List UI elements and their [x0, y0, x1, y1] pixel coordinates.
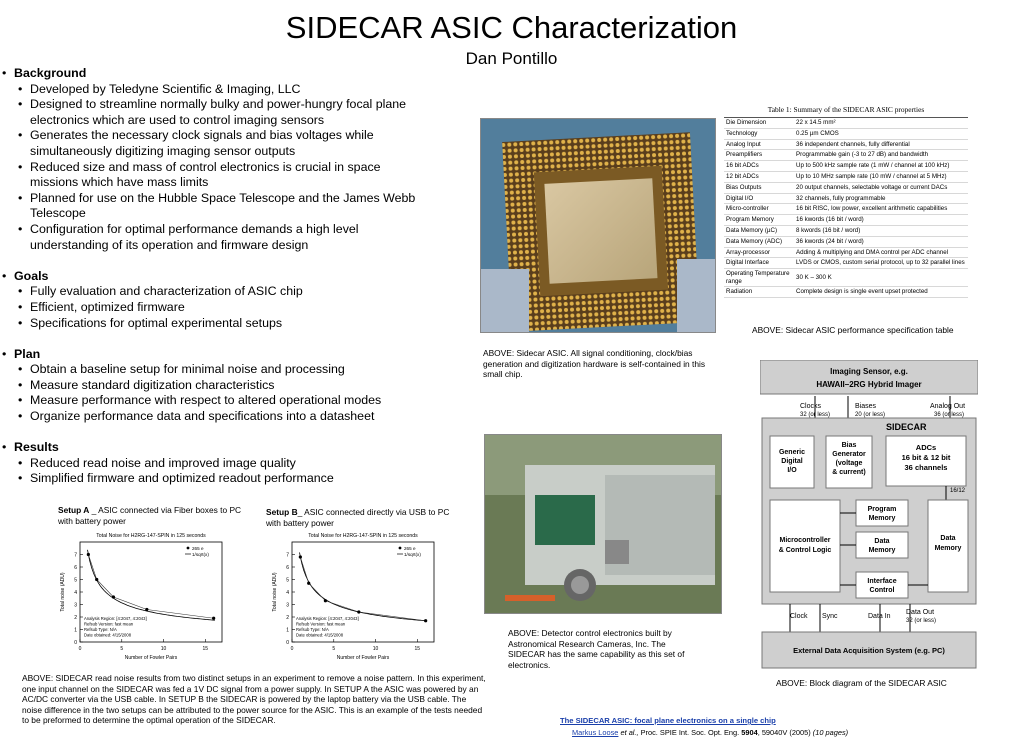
data-point — [87, 553, 90, 556]
spec-property: Radiation — [724, 287, 794, 298]
bias-gen-1: Generator — [832, 451, 866, 458]
spec-table-caption: Table 1: Summary of the SIDECAR ASIC properties — [767, 105, 925, 114]
bullet-item: • Organize performance data and specifications into a datasheet — [2, 409, 432, 425]
spec-value: 36 kwords (24 bit / word) — [794, 236, 968, 247]
y-tick-label: 6 — [74, 565, 77, 571]
legend-marker-points — [399, 547, 402, 550]
measured-line — [300, 557, 425, 621]
micro-1: & Control Logic — [778, 547, 832, 554]
setup-a-text: _ ASIC connected via Fiber boxes to PC with battery power — [58, 505, 242, 526]
spec-property: Array-processor — [724, 247, 794, 258]
bullet-item: • Developed by Teledyne Scientific & Imaging, LLC — [2, 82, 432, 98]
sidecar-chip-photo — [480, 118, 716, 333]
sidecar-label: SIDECAR — [886, 422, 927, 432]
dataout-sub: 32 (or less) — [906, 618, 937, 624]
y-tick-label: 1 — [74, 627, 77, 634]
ratio-label: 16/12 — [950, 488, 966, 494]
noise-plot-setup-a — [58, 528, 230, 666]
section-heading: • Plan — [2, 347, 432, 363]
spec-row — [724, 171, 968, 182]
data-point — [212, 617, 215, 620]
spec-property: Preamplifiers — [724, 150, 794, 161]
bullet-item: • Efficient, optimized firmware — [2, 300, 432, 316]
spec-row — [724, 225, 968, 236]
detector-photo-caption: ABOVE: Detector control electronics built by Astronomical Research Cameras, Inc. The SIDECAR has the same capability as this set of electronics. — [508, 628, 685, 670]
noise-results-caption: ABOVE: SIDECAR read noise results from two distinct setups in an experiment to remove a noise pattern. In this experiment, one input channel on the SIDECAR was fed a 1V DC signal from a power supply. In SETUP A the ASIC was powered by an AC/DC converter via the USB cable. In SETUP B the SIDECAR is powered by the laptop battery via the USB cable. The noise difference in the two setups can be attributed to the power source for the ASIC. This is an example of the tests needed to be preformed to determine the optimal operation of the SIDECAR. — [22, 673, 486, 726]
y-tick-label: 7 — [74, 552, 77, 559]
section-heading: • Results — [2, 440, 432, 456]
poster-title: SIDECAR ASIC Characterization — [285, 10, 738, 45]
spec-property: Die Dimension — [724, 118, 794, 129]
spec-property: Bias Outputs — [724, 182, 794, 193]
spec-table-below-caption: ABOVE: Sidecar ASIC performance specification table — [752, 325, 954, 335]
legend-label-points: 265 e — [192, 546, 204, 551]
data-point — [145, 608, 148, 611]
data-point — [324, 599, 327, 602]
adcs-1: 16 bit & 12 bit — [901, 453, 951, 462]
spec-value: 0.25 µm CMOS — [794, 128, 968, 139]
section-heading: • Goals — [2, 269, 432, 285]
spec-property: Digital Interface — [724, 258, 794, 269]
bullet-item: • Simplified firmware and optimized readout performance — [2, 471, 432, 487]
spec-row — [724, 287, 968, 298]
setup-a-name: Setup A — [58, 505, 90, 515]
data-point — [112, 595, 115, 598]
x-tick-label: 15 — [414, 646, 421, 652]
prog-mem-1: Memory — [868, 515, 896, 522]
bullet-item: • Fully evaluation and characterization of ASIC chip — [2, 284, 432, 300]
sync-label: Sync — [822, 613, 838, 620]
spec-value: 20 output channels, selectable voltage or current DACs — [794, 182, 968, 193]
bullet-item: • Configuration for optimal performance demands a high level understanding of its operation and firmware design — [2, 222, 432, 253]
spec-row — [724, 236, 968, 247]
reference-title-link[interactable]: The SIDECAR ASIC: focal plane electronics on a single chip — [560, 716, 776, 725]
detector-electronics-photo — [484, 434, 722, 614]
reference-author-link[interactable]: Markus Loose — [572, 728, 619, 737]
spec-value: 22 x 14.5 mm² — [794, 118, 968, 129]
analog-sub: 36 (or less) — [934, 412, 965, 418]
x-axis-label: Number of Fowler Pairs — [124, 655, 178, 661]
biases-label: Biases — [855, 403, 877, 410]
setup-a-label — [58, 505, 248, 526]
biases-sub: 20 (or less) — [855, 412, 886, 418]
y-tick-label: 5 — [286, 577, 289, 584]
spec-property: Data Memory (ADC) — [724, 236, 794, 247]
datain-label: Data In — [868, 613, 891, 620]
y-tick-label: 7 — [286, 552, 289, 559]
measured-line — [88, 555, 213, 619]
noise-plot-setup-b — [270, 528, 442, 666]
y-tick-label: 4 — [286, 590, 289, 596]
bullet-item: • Reduced size and mass of control electronics is crucial in space missions which have mass limits — [2, 160, 432, 191]
legend-label-points: 265 e — [404, 546, 416, 551]
spec-value: Complete design is single event upset protected — [794, 287, 968, 298]
bullet-item: • Measure standard digitization characteristics — [2, 378, 432, 394]
legend-label-fit: 1/sqrt(x) — [404, 552, 421, 557]
bias-gen-2: (voltage — [835, 460, 863, 467]
generic-io-0: Generic — [778, 449, 806, 456]
interface-control-box — [856, 572, 908, 598]
reference-journal-post: , 59040V (2005) — [757, 728, 813, 737]
plot-info-line: Refsub Type: N/A — [84, 627, 117, 632]
generic-io-2: I/O — [787, 467, 797, 474]
spec-value: 16 bit RISC, low power, excellent arithmetic capabilities — [794, 204, 968, 215]
interface-0: Interface — [867, 578, 897, 585]
y-tick-label: 5 — [74, 577, 77, 584]
poster-author: Dan Pontillo — [465, 49, 558, 68]
plot-info-line: Refsub Version: fast mean — [84, 621, 134, 627]
clocks-sub: 32 (or less) — [800, 412, 831, 418]
spec-value: Adding & multiplying and DMA control per ADC channel — [794, 247, 968, 258]
sensor-title: Imaging Sensor, e.g. — [830, 367, 908, 376]
bullet-item: • Planned for use on the Hubble Space Telescope and the James Webb Telescope — [2, 191, 432, 222]
data-point — [424, 619, 427, 622]
spec-value: Programmable gain (-3 to 27 dB) and bandwidth — [794, 150, 968, 161]
spec-row — [724, 215, 968, 226]
bullet-item: • Specifications for optimal experimental setups — [2, 316, 432, 332]
data-mem-big-0: Data — [940, 535, 956, 542]
spec-row — [724, 247, 968, 258]
plot-info-line: Refsub Type: N/A — [296, 627, 329, 632]
x-tick-label: 10 — [160, 646, 167, 652]
y-tick-label: 4 — [74, 590, 77, 596]
bullet-item: • Measure performance with respect to altered operational modes — [2, 393, 432, 409]
data-point — [95, 578, 98, 581]
reference-pages: (10 pages) — [812, 728, 849, 737]
spec-row — [724, 118, 968, 129]
spec-property: Analog Input — [724, 139, 794, 150]
chip-photo-caption: ABOVE: Sidecar ASIC. All signal conditioning, clock/bias generation and digitization hardware is self-contained in this small chip. — [483, 348, 706, 380]
bullet-item: • Reduced read noise and improved image quality — [2, 456, 432, 472]
x-axis-label: Number of Fowler Pairs — [336, 655, 390, 661]
bullet-item: • Obtain a baseline setup for minimal noise and processing — [2, 362, 432, 378]
external-label: External Data Acquisition System (e.g. PC) — [793, 646, 945, 655]
spec-row — [724, 128, 968, 139]
fit-curve-line — [88, 550, 215, 620]
micro-0: Microcontroller — [779, 537, 831, 544]
analog-label: Analog Out — [930, 403, 966, 410]
spec-row — [724, 204, 968, 215]
clock-label: Clock — [790, 613, 808, 620]
program-memory-box — [856, 500, 908, 526]
fit-curve-line — [300, 552, 427, 620]
spec-property: Technology — [724, 128, 794, 139]
plot-info-line: Date obtained: 4/15/2008 — [296, 632, 344, 638]
legend-label-fit: 1/sqrt(x) — [192, 552, 209, 557]
legend-marker-points — [187, 547, 190, 550]
spec-value: LVDS or CMOS, custom serial protocol, up to 32 parallel lines — [794, 258, 968, 269]
data-point — [307, 582, 310, 585]
adcs-0: ADCs — [915, 443, 937, 452]
spec-property: Program Memory — [724, 215, 794, 226]
spec-row — [724, 182, 968, 193]
section-background — [2, 66, 432, 253]
y-tick-label: 6 — [286, 565, 289, 571]
x-tick-label: 0 — [78, 646, 82, 652]
plot-info-line: Date obtained: 4/15/2008 — [84, 632, 132, 638]
spec-table-grid — [724, 117, 968, 298]
data-mem-small-0: Data — [874, 538, 890, 545]
generic-io-1: Digital — [781, 458, 803, 465]
bullet-item: • Generates the necessary clock signals and bias voltages while simultaneously digitizing imaging sensor outputs — [2, 128, 432, 159]
section-results — [2, 440, 432, 487]
reference-journal: Proc. SPIE Int. Soc. Opt. Eng. — [638, 728, 742, 737]
reference-volume: 5904 — [741, 728, 758, 737]
bias-gen-3: & current) — [832, 469, 866, 476]
adcs-2: 36 channels — [904, 463, 948, 472]
bias-gen-0: Bias — [841, 442, 857, 449]
spec-value: 32 channels, fully programmable — [794, 193, 968, 204]
x-tick-label: 15 — [202, 646, 209, 652]
spec-value: Up to 500 kHz sample rate (1 mW / channel at 100 kHz) — [794, 161, 968, 172]
y-tick-label: 3 — [74, 602, 77, 609]
bullet-sections — [2, 66, 432, 503]
block-diagram-caption: ABOVE: Block diagram of the SIDECAR ASIC — [776, 678, 947, 688]
setup-b-text: _ ASIC connected directly via USB to PC with battery power — [266, 507, 450, 528]
spec-row — [724, 193, 968, 204]
spec-property: Micro-controller — [724, 204, 794, 215]
reference-citation — [572, 728, 848, 737]
section-goals — [2, 269, 432, 331]
plot-info-line: Analysis Region: [4:2047, 4:2043] — [296, 616, 359, 621]
spec-row — [724, 269, 968, 287]
y-axis-label: Total noise (ADU) — [272, 572, 278, 612]
spec-property: Operating Temperature range — [724, 269, 794, 287]
spec-value: Up to 10 MHz sample rate (10 mW / channel at 5 MHz) — [794, 171, 968, 182]
spec-property: 12 bit ADCs — [724, 171, 794, 182]
clocks-label: Clocks — [800, 403, 822, 410]
spec-row — [724, 161, 968, 172]
spec-value: 8 kwords (16 bit / word) — [794, 225, 968, 236]
y-tick-label: 0 — [74, 640, 77, 646]
spec-property: Data Memory (µC) — [724, 225, 794, 236]
x-tick-label: 5 — [120, 646, 124, 652]
y-tick-label: 2 — [74, 615, 77, 621]
interface-1: Control — [869, 587, 895, 594]
sensor-sub: HAWAII–2RG Hybrid Imager — [816, 380, 922, 389]
setup-b-name: Setup B — [266, 507, 298, 517]
microcontroller-box — [770, 500, 840, 592]
spec-row — [724, 150, 968, 161]
y-tick-label: 3 — [286, 602, 289, 609]
bullet-item: • Designed to streamline normally bulky and power-hungry focal plane electronics which are used to control imaging sensors — [2, 97, 432, 128]
data-memory-small-box — [856, 532, 908, 558]
x-tick-label: 5 — [332, 646, 336, 652]
plot-info-line: Refsub Version: fast mean — [296, 621, 346, 627]
spec-table — [724, 104, 968, 298]
reference-et-al: et al., — [618, 728, 639, 737]
spec-property: Digital I/O — [724, 193, 794, 204]
spec-value: 16 kwords (16 bit / word) — [794, 215, 968, 226]
x-tick-label: 10 — [372, 646, 379, 652]
x-tick-label: 0 — [290, 646, 294, 652]
y-tick-label: 0 — [286, 640, 289, 646]
y-tick-label: 2 — [286, 615, 289, 621]
plot-title: Total Noise for H2RG-147-SPIN in 125 seconds — [96, 533, 206, 539]
data-mem-small-1: Memory — [868, 547, 896, 554]
sidecar-block-diagram — [760, 360, 978, 670]
y-tick-label: 1 — [286, 627, 289, 634]
spec-value: 30 K – 300 K — [794, 269, 968, 287]
section-heading: • Background — [2, 66, 432, 82]
spec-row — [724, 258, 968, 269]
y-axis-label: Total noise (ADU) — [60, 572, 66, 612]
section-plan — [2, 347, 432, 425]
data-mem-big-1: Memory — [934, 545, 962, 552]
prog-mem-0: Program — [867, 506, 897, 513]
data-point — [299, 555, 302, 558]
spec-row — [724, 139, 968, 150]
plot-title: Total Noise for H2RG-147-SPIN in 125 seconds — [308, 533, 418, 539]
setup-b-label — [266, 507, 466, 528]
data-point — [357, 610, 360, 613]
dataout-label: Data Out — [906, 609, 935, 616]
spec-value: 36 independent channels, fully differential — [794, 139, 968, 150]
plot-info-line: Analysis Region: [4:2047, 4:2043] — [84, 616, 147, 621]
spec-property: 16 bit ADCs — [724, 161, 794, 172]
